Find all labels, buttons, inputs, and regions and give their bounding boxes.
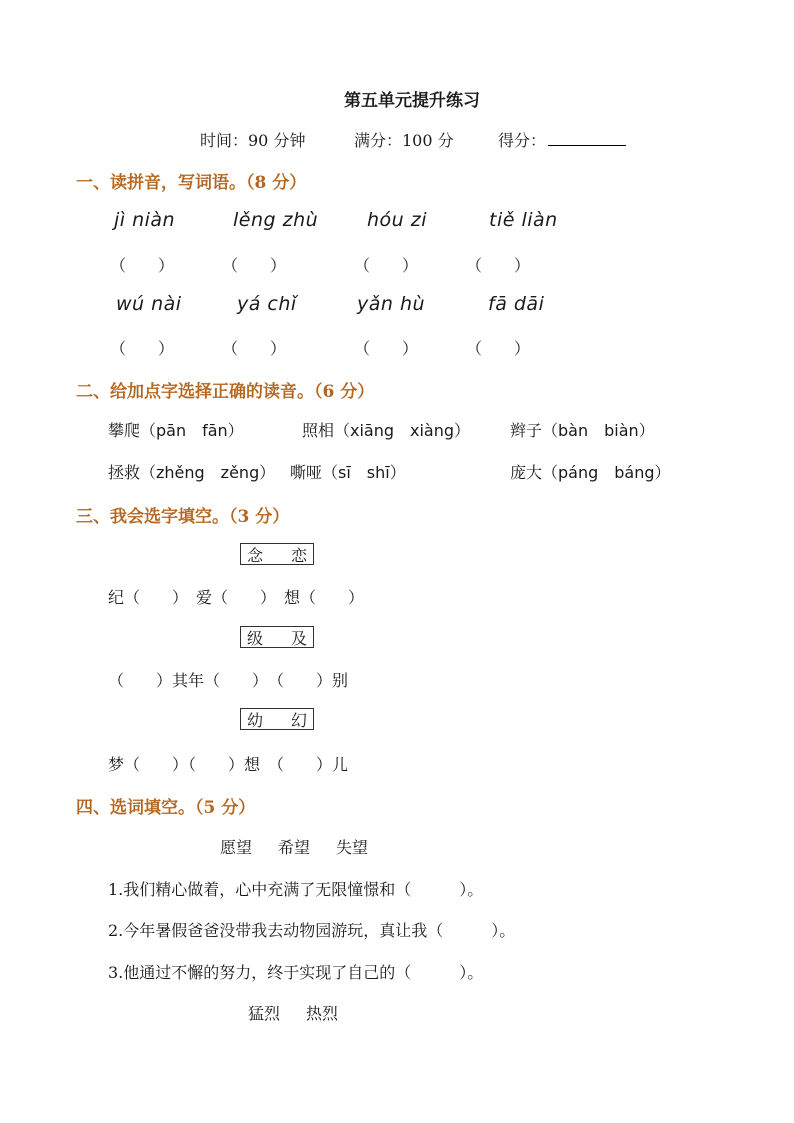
pinyin-item: fā dāi	[488, 293, 545, 315]
char-option: 及	[290, 628, 307, 648]
word-option: 失望	[336, 838, 369, 857]
word-option: 热烈	[306, 1004, 339, 1023]
answer-blank: （ ）	[110, 339, 175, 358]
word-option: 愿望	[220, 838, 253, 857]
section-2-heading: 二、给加点字选择正确的读音。（6 分）	[76, 382, 375, 402]
score-label: 得分：	[498, 131, 547, 150]
pinyin-item: hóu zi	[367, 209, 427, 231]
pinyin-item: jì niàn	[114, 209, 176, 231]
pinyin-item: yá chǐ	[237, 293, 297, 315]
answer-blank: （ ）	[354, 339, 419, 358]
score-field	[498, 128, 626, 151]
word-bank	[248, 1001, 364, 1024]
page-title: 第五单元提升练习	[344, 91, 480, 111]
reading-choice: 拯救（zhěng zěng）	[108, 463, 276, 482]
reading-choice: 嘶哑（sī shī）	[290, 463, 406, 482]
word-bank	[220, 835, 394, 858]
char-option: 级	[247, 628, 264, 648]
char-option: 幻	[290, 710, 307, 730]
answer-blank: （ ）	[354, 256, 419, 275]
answer-blank: （ ）	[466, 256, 531, 275]
pinyin-item: tiě liàn	[489, 209, 558, 231]
pinyin-item: yǎn hù	[357, 293, 426, 315]
section-3-heading: 三、我会选字填空。（3 分）	[76, 507, 290, 527]
answer-blank: （ ）	[222, 256, 287, 275]
answer-blank: （ ）	[466, 339, 531, 358]
char-option-box	[240, 543, 314, 565]
reading-choice: 辫子（bàn biàn）	[510, 421, 655, 440]
char-option: 幼	[247, 710, 264, 730]
answer-blank: （ ）	[110, 256, 175, 275]
section-1-heading: 一、读拼音，写词语。（8 分）	[76, 173, 307, 193]
word-option: 猛烈	[248, 1004, 281, 1023]
sentence-item: 1.我们精心做着，心中充满了无限憧憬和（ ）。	[108, 880, 484, 899]
full-score: 满分：100 分	[354, 131, 454, 150]
answer-blank: （ ）	[222, 339, 287, 358]
fill-line: 纪（ ） 爱（ ） 想（ ）	[108, 588, 365, 607]
time-limit: 时间：90 分钟	[200, 131, 306, 150]
reading-choice: 照相（xiāng xiàng）	[302, 421, 471, 440]
char-option: 恋	[290, 545, 307, 565]
pinyin-item: wú nài	[116, 293, 182, 315]
fill-line: 梦（ ）（ ）想 （ ）儿	[108, 755, 349, 774]
reading-choice: 攀爬（pān fān）	[108, 421, 244, 440]
score-blank	[548, 131, 626, 146]
reading-choice: 庞大（páng báng）	[510, 463, 671, 482]
pinyin-item: lěng zhù	[233, 209, 319, 231]
char-option-box	[240, 708, 314, 730]
sentence-item: 3.他通过不懈的努力，终于实现了自己的（ ）。	[108, 963, 484, 982]
word-option: 希望	[278, 838, 311, 857]
fill-line: （ ）其年（ ） （ ）别	[108, 671, 349, 690]
char-option-box	[240, 626, 314, 648]
char-option: 念	[247, 545, 264, 565]
sentence-item: 2.今年暑假爸爸没带我去动物园游玩，真让我（ ）。	[108, 921, 516, 940]
section-4-heading: 四、选词填空。（5 分）	[76, 798, 256, 818]
